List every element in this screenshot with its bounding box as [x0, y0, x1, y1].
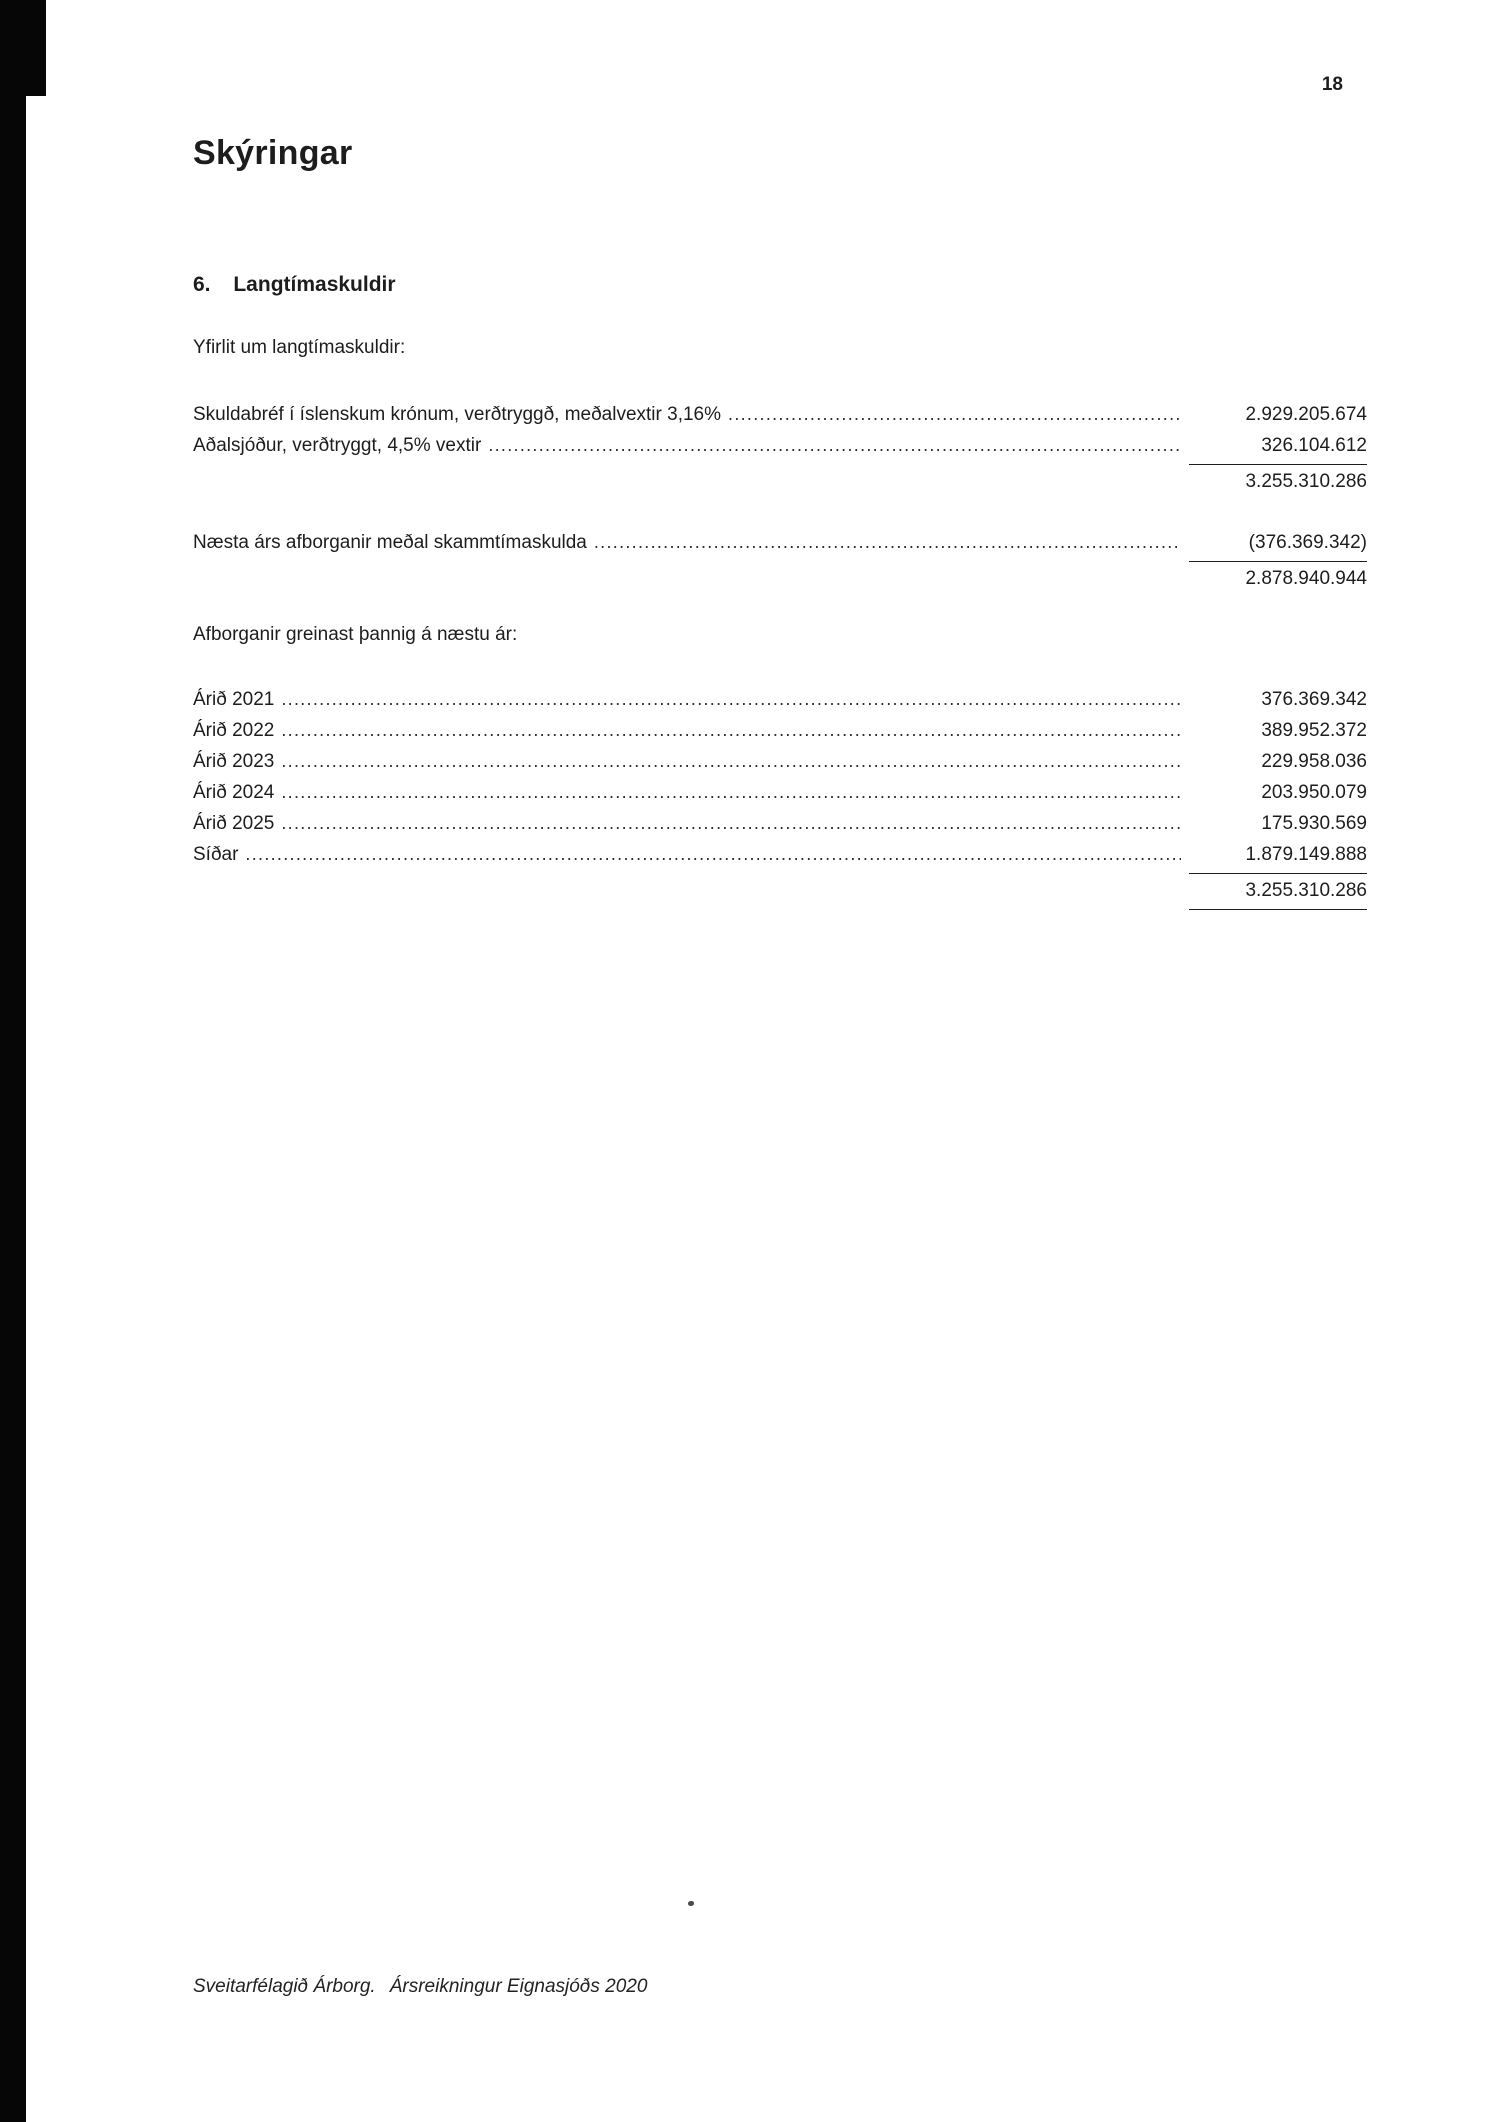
line-item-row	[193, 430, 1367, 465]
repayments-total-value: 3.255.310.286	[1189, 874, 1367, 910]
section-number: 6.	[193, 273, 211, 296]
line-item-value: 376.369.342	[1261, 689, 1367, 710]
dot-leader	[488, 430, 1181, 461]
subtotal-value: 3.255.310.286	[1245, 471, 1367, 492]
line-item-row	[193, 399, 1367, 430]
repayments-total-row	[193, 874, 1367, 910]
line-item-label: Árið 2021	[193, 689, 275, 710]
document-title: Skýringar	[193, 134, 353, 172]
subtotal-row	[193, 465, 1367, 497]
dot-leader	[728, 399, 1181, 430]
page-number: 18	[1321, 74, 1343, 95]
line-item-row	[193, 808, 1367, 839]
line-item-value: 1.879.149.888	[1189, 840, 1367, 874]
line-item-label: Skuldabréf í íslenskum krónum, verðtryggð, meðalvextir 3,16%	[193, 404, 722, 425]
footer-company: Sveitarfélagið Árborg.	[193, 1976, 376, 1997]
line-item-label: Árið 2022	[193, 720, 275, 741]
scan-speck	[688, 1901, 694, 1906]
dot-leader	[281, 808, 1181, 839]
section-title: Langtímaskuldir	[233, 273, 396, 296]
overview-intro: Yfirlit um langtímaskuldir:	[193, 337, 406, 358]
line-item-value: 389.952.372	[1261, 720, 1367, 741]
line-item-value: 203.950.079	[1261, 782, 1367, 803]
section-heading	[193, 273, 1367, 297]
dot-leader	[245, 839, 1181, 870]
footer-text	[193, 1976, 647, 1998]
overview-rows	[193, 399, 1367, 594]
line-item-label: Næsta árs afborganir meðal skammtímaskulda	[193, 532, 587, 553]
footer-report: Ársreikningur Eignasjóðs 2020	[389, 1976, 648, 1997]
line-item-value: 2.929.205.674	[1245, 404, 1367, 425]
repayments-rows	[193, 684, 1367, 910]
line-item-row	[193, 684, 1367, 715]
line-item-row	[193, 746, 1367, 777]
line-item-label: Árið 2025	[193, 813, 275, 834]
scan-edge-artifact	[0, 0, 26, 2122]
line-item-value: (376.369.342)	[1189, 528, 1367, 562]
line-item-row	[193, 527, 1367, 562]
page-content	[193, 0, 1367, 910]
line-item-value: 175.930.569	[1261, 813, 1367, 834]
line-item-label: Aðalsjóður, verðtryggt, 4,5% vextir	[193, 435, 482, 456]
scan-edge-top-artifact	[0, 0, 46, 96]
line-item-row	[193, 777, 1367, 808]
repayments-intro: Afborganir greinast þannig á næstu ár:	[193, 624, 518, 645]
dot-leader	[281, 715, 1181, 746]
dot-leader	[281, 746, 1181, 777]
net-total-value: 2.878.940.944	[1245, 568, 1367, 589]
net-total-row	[193, 562, 1367, 594]
line-item-label: Árið 2024	[193, 782, 275, 803]
line-item-row	[193, 839, 1367, 874]
line-item-label: Síðar	[193, 844, 239, 865]
line-item-value: 326.104.612	[1189, 431, 1367, 465]
dot-leader	[281, 777, 1181, 808]
dot-leader	[281, 684, 1181, 715]
line-item-label: Árið 2023	[193, 751, 275, 772]
line-item-value: 229.958.036	[1261, 751, 1367, 772]
dot-leader	[594, 527, 1181, 558]
line-item-row	[193, 715, 1367, 746]
